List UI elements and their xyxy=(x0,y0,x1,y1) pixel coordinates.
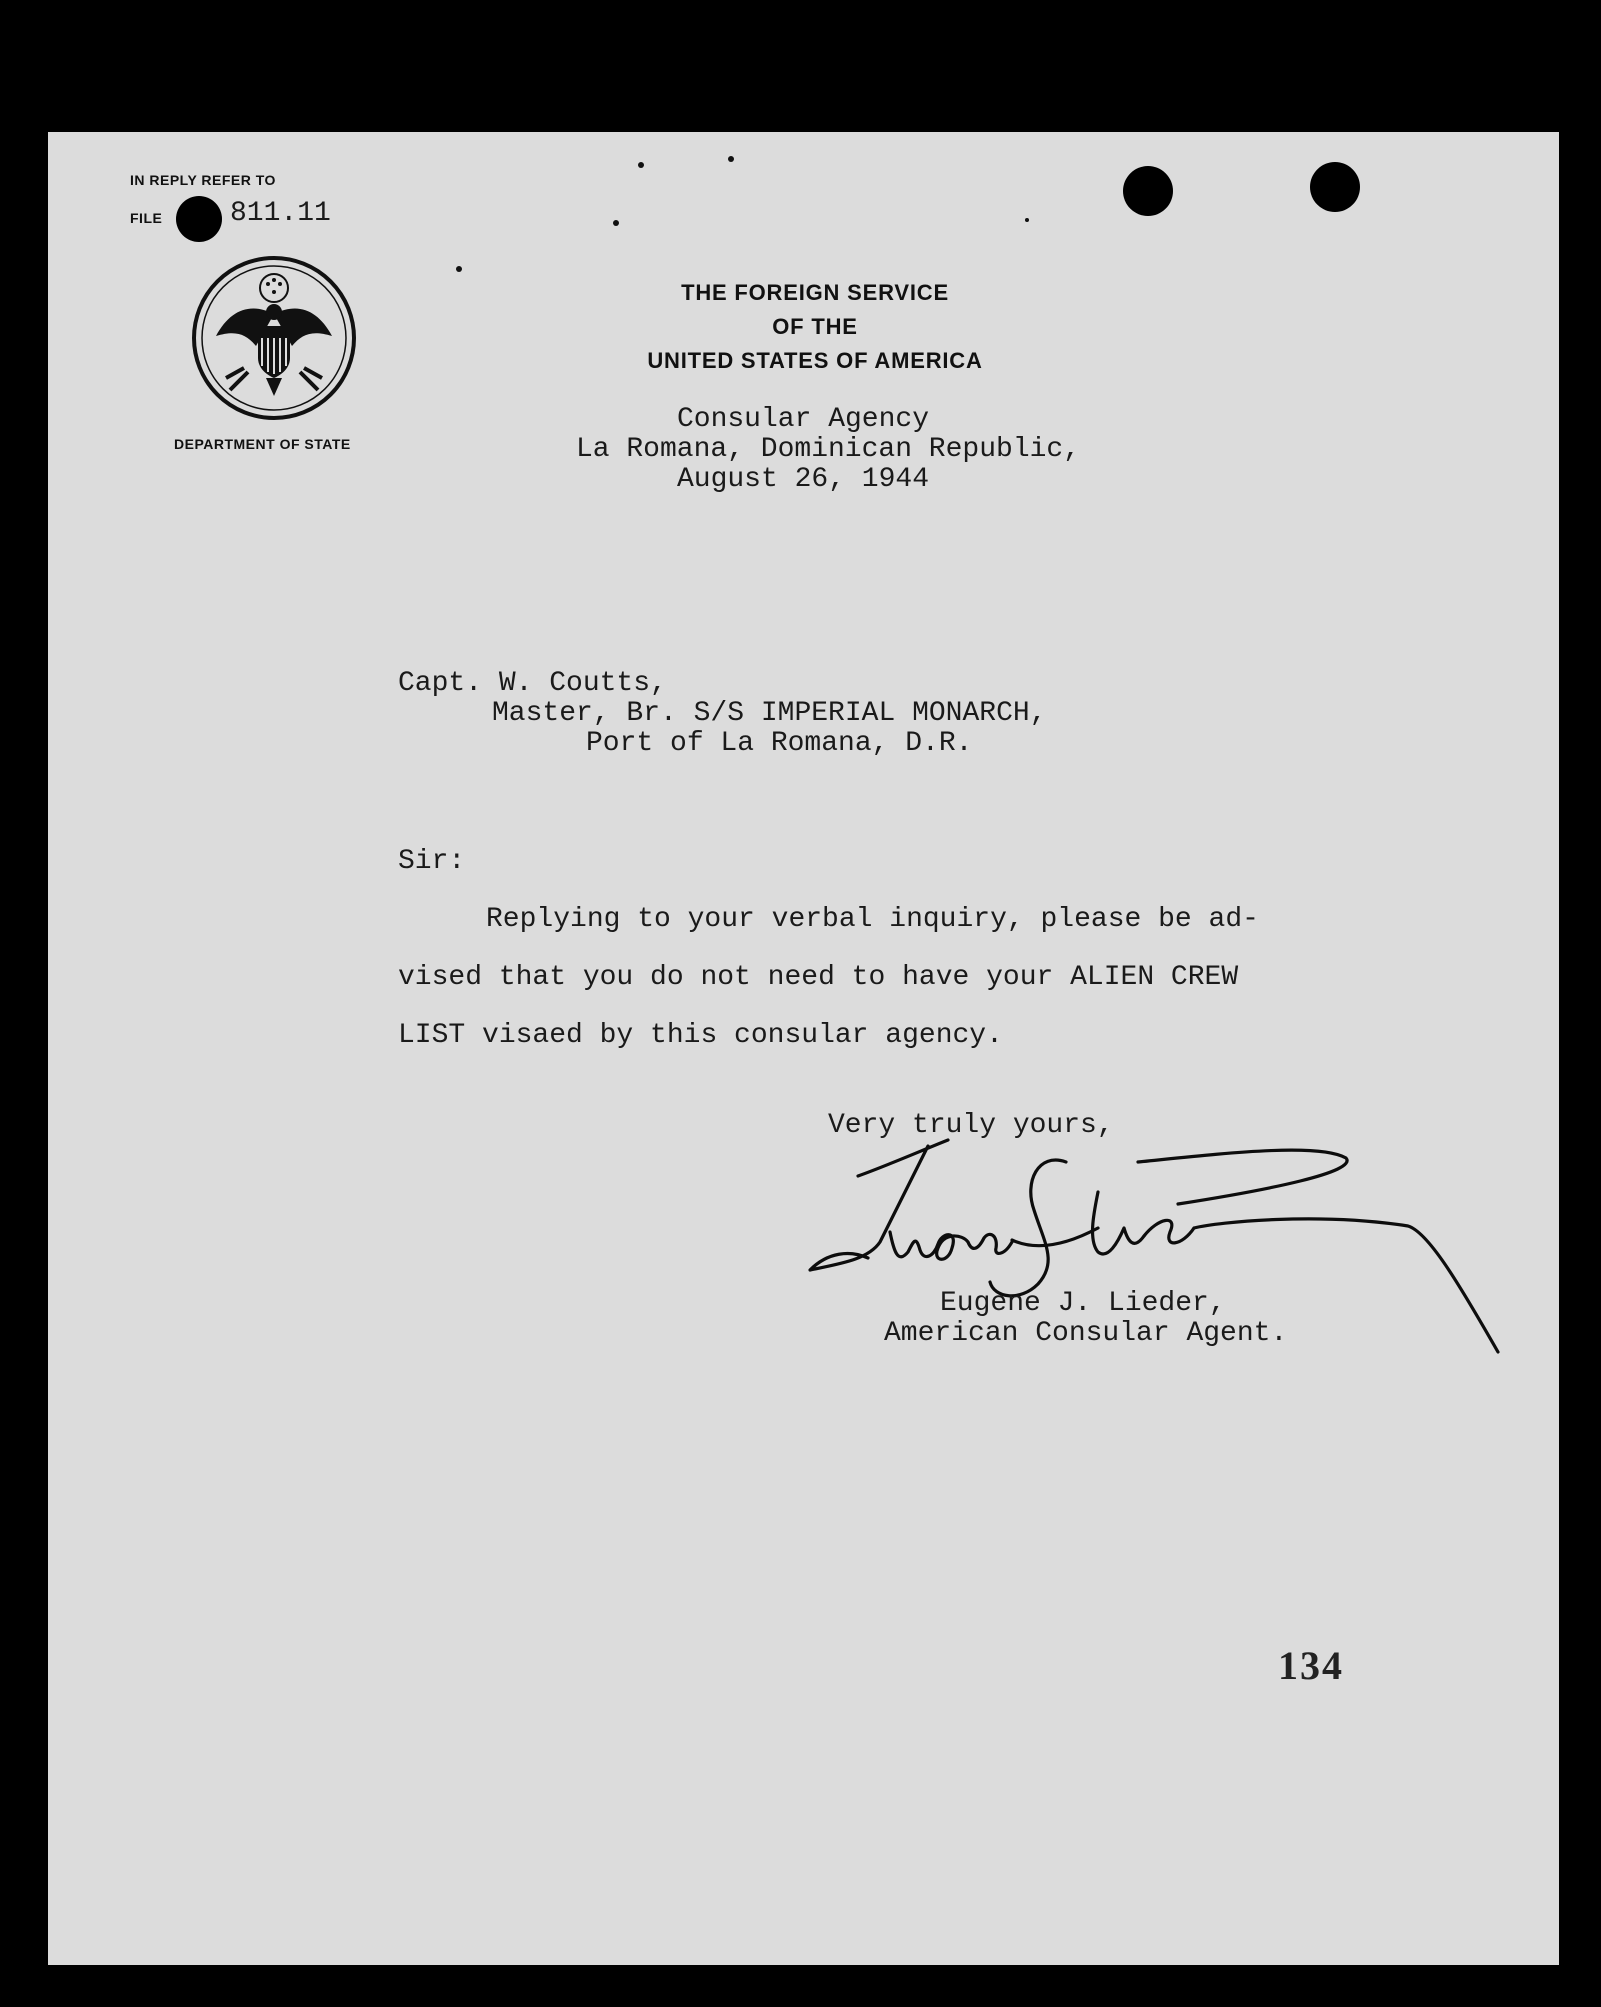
body-line2: vised that you do not need to have your ALIEN CREW xyxy=(398,962,1239,993)
body-line3: LIST visaed by this consular agency. xyxy=(398,1020,1003,1051)
speck xyxy=(613,220,619,226)
signer-title: American Consular Agent. xyxy=(884,1318,1288,1349)
office-line2: La Romana, Dominican Republic, xyxy=(575,434,1081,465)
addressee-line3: Port of La Romana, D.R. xyxy=(586,728,973,759)
letterhead-title-line1: THE FOREIGN SERVICE xyxy=(681,280,949,305)
letterhead-title-line3: UNITED STATES OF AMERICA xyxy=(647,348,983,373)
punch-hole-file xyxy=(176,196,222,242)
speck xyxy=(728,156,734,162)
reply-refer-label: IN REPLY REFER TO xyxy=(130,172,276,188)
file-number: 811.11 xyxy=(230,198,331,229)
file-label: FILE xyxy=(130,210,163,226)
office-line1: Consular Agency xyxy=(676,404,930,435)
letterhead-title-line2: OF THE xyxy=(772,314,858,339)
punch-hole-left xyxy=(1123,166,1173,216)
letter-page xyxy=(48,132,1559,1965)
department-seal-icon xyxy=(190,254,358,422)
valediction: Very truly yours, xyxy=(828,1110,1114,1141)
addressee-line1: Capt. W. Coutts, xyxy=(398,668,667,699)
page-number: 134 xyxy=(1278,1643,1344,1688)
salutation: Sir: xyxy=(398,846,466,877)
speck xyxy=(1025,218,1029,222)
speck xyxy=(638,162,644,168)
speck xyxy=(456,266,462,272)
body-line1: Replying to your verbal inquiry, please be ad- xyxy=(486,904,1259,935)
letter-date: August 26, 1944 xyxy=(676,464,930,495)
department-label: DEPARTMENT OF STATE xyxy=(174,436,351,452)
addressee-line2: Master, Br. S/S IMPERIAL MONARCH, xyxy=(492,698,1047,729)
signer-name: Eugene J. Lieder, xyxy=(940,1288,1226,1319)
punch-hole-right xyxy=(1310,162,1360,212)
